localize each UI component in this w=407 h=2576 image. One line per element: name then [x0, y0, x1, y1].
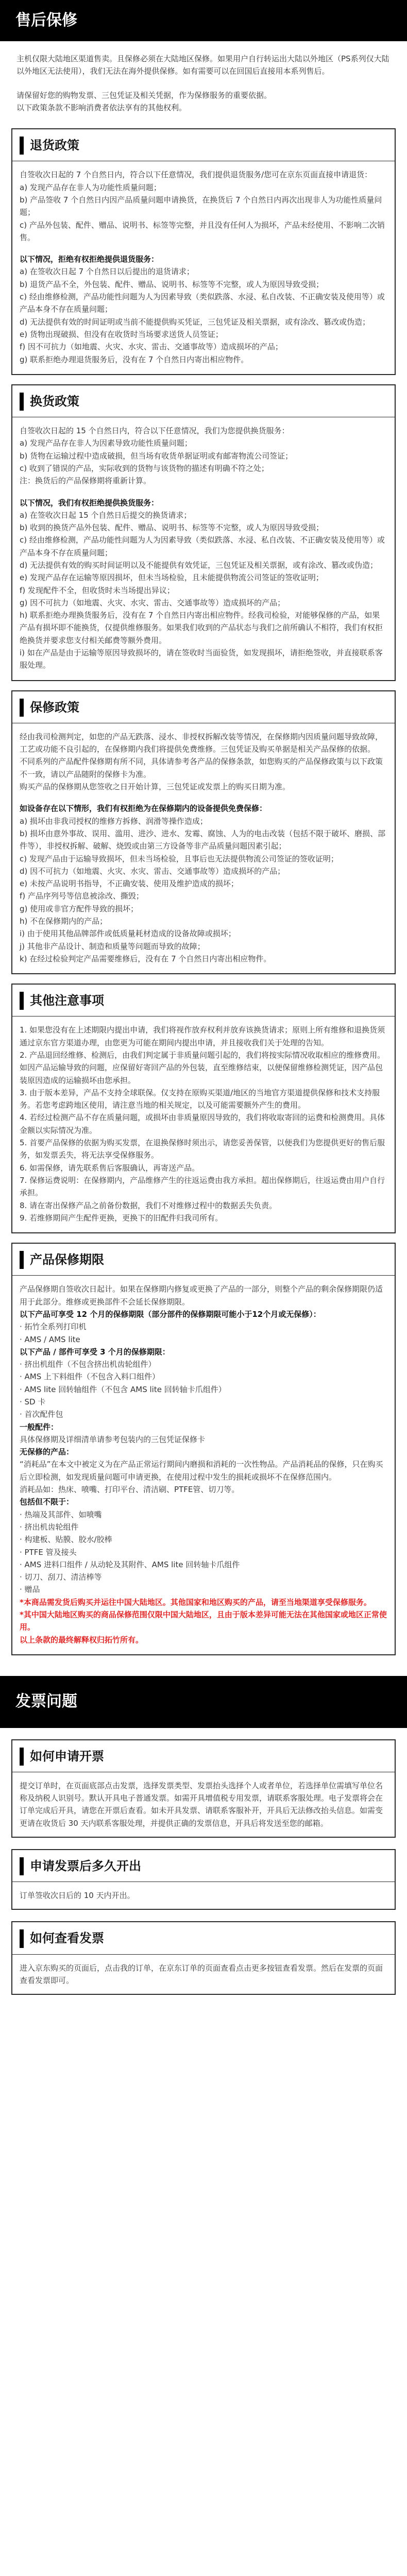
paragraph: 9. 若维修期间产生配件更换，更换下的旧配件归我司所有。	[20, 1213, 223, 1223]
invoice-title: 发票问题	[15, 1692, 77, 1710]
invoice-how-card	[11, 1739, 396, 1838]
paragraph: 产品保修期自签收次日起计。如果在保修期内修复或更换了产品的一部分，则整个产品的剩余保修期限仍适用于此部分。维修或更换部件不会延长保修期限。	[20, 1284, 383, 1307]
paragraph: i) 由于使用其他品牌部件或低质量耗材造成的设备故障或损坏；	[20, 929, 236, 939]
warranty-policy-card	[11, 690, 396, 975]
paragraph: 自签收次日起的 7 个自然日内，符合以下任意情况，我们提供退货服务/您可在京东页面直接申请退货：	[20, 170, 372, 180]
paragraph: i) 如在产品是由于运输等原因导致损坏的，请在签收时当面验货，如发现损坏，请拒绝签收，并直接联系客服处理。	[20, 648, 383, 670]
paragraph: 6. 如需保修，请先联系售后客服确认，再寄送产品。	[20, 1163, 200, 1173]
paragraph: 1. 如果您没有在上述期限内提出申请，我们将视作放弃权利并放弃该换货请求；原则上所有维修和退换货须通过京东官方渠道办理，由您更为可能在期间内提出申请，并且接收我们关于处理的告知。	[20, 1025, 385, 1047]
paragraph: a) 发现产品存在非人为功能性质量问题；	[20, 182, 161, 192]
invoice-when-title: 申请发票后多久开出	[20, 1857, 141, 1875]
paragraph: 以下情况，拒绝有权拒绝提供退货服务：	[20, 255, 159, 264]
paragraph: 不同系列的产品配件保修期有所不同，具体请参考各产品的保修条款，如您购买的产品保修政策与以下政策不一致，请以产品随附的保修卡为准。	[20, 757, 383, 779]
paragraph: h) 联系拒绝办理换货服务后，没有在 7 个自然日内寄出相应物件。经我司检验，对能够保修的产品，如果产品有损坏即不能换货，仅提供维修服务。如果我们收到的产品状态与我们之前所确认不相符，我们有权拒绝换货并要求您支付相关邮费等额外费用。	[20, 611, 383, 645]
paragraph: c) 经由维修检测，产品功能性问题为人为因素导致（类似跌落、水浸、私自改装、不正确安装及使用等）或产品本身不存在质量问题；	[20, 535, 385, 557]
paragraph: 以下情况，我们有权拒绝提供换货服务：	[20, 498, 159, 507]
paragraph: f) 因不可抗力（如地震、火灾、水灾、雷击、交通事故等）造成损坏的产品；	[20, 342, 283, 352]
paragraph: c) 经由维修检测，产品功能性问题为人为因素导致（类似跌落、水浸、私自改装、不正确安装及使用等）或产品本身不存在质量问题；	[20, 292, 385, 314]
paragraph: d) 无法提供有效的时间证明或当前不能提供购买凭证，三包凭证及相关票据，或有涂改、篡改或伪造；	[20, 317, 370, 327]
paragraph: j) 其他非产品设计、制造和质量等问题而导致的故障；	[20, 941, 205, 951]
invoice-when-body	[20, 1889, 387, 1902]
invoice-view-title: 如何查看发票	[20, 1929, 104, 1947]
paragraph: b) 产品签收 7 个自然日内因产品质量问题申请换货，在换货后 7 个自然日内再次出现非人为功能性质量问题；	[20, 195, 382, 217]
paragraph: *其中国大陆地区购买的商品保修范围仅限中国大陆地区，且由于版本差异可能无法在其他国家或地区正常使用。	[20, 1610, 387, 1632]
paragraph: · 挤出机组件（不包含挤出机齿轮组件）	[20, 1360, 156, 1369]
paragraph: c) 发现产品由于运输导致损坏，但未当场检验，且事后也无法提供物流公司签证的签收证明；	[20, 854, 338, 863]
invoice-how-title: 如何申请开票	[20, 1748, 104, 1766]
paragraph: g) 使用或非官方配件导致的损坏；	[20, 904, 139, 913]
paragraph: e) 未按产品说明书指导，不正确安装、使用及维护造成的损坏；	[20, 879, 239, 889]
paragraph: b) 货物在运输过程中造成破损，但当场有收货单据证明或有邮寄物流公司签证；	[20, 451, 293, 461]
paragraph: *本商品需发货后购买并运往中国大陆地区。其他国家和地区购买的产品，请至当地渠道享受保修服务。	[20, 1597, 371, 1607]
paragraph: a) 在签收次日起 7 个自然日以后提出的退货请求；	[20, 267, 194, 277]
paragraph: 以下产品可享受 12 个月的保修期限（部分部件的保修期限可能小于12个月或无保修）：	[20, 1309, 321, 1319]
paragraph: c) 产品外包装、配件、赠品、说明书、标签等完整，并且没有任何人为损坏，产品未经使用、不影响二次销售。	[20, 220, 385, 242]
invoice-how-body	[20, 1780, 387, 1829]
paragraph: b) 损坏由意外事故、误用、滥用、进沙、进水、发霉、腐蚀、人为的电击改装（包括不限于破坏、磨损、部件等），非授权拆解、破解、烧毁或由第三方设备等非产品质量问题因素引起；	[20, 828, 386, 851]
paragraph: e) 发现产品存在运输等原因损坏，但未当场检验，且未能提供物流公司签证的签收证明；	[20, 573, 324, 583]
warranty-period-body	[20, 1283, 387, 1646]
paragraph: 进入京东购买的页面后，点击我的订单，在京东订单的页面查看点击更多按钮查看发票。然后在发票的页面查看发票即可。	[20, 1963, 383, 1985]
paragraph: 订单签收次日后的 10 天内开出。	[20, 1891, 135, 1901]
paragraph: · 挤出机齿轮组件	[20, 1522, 79, 1532]
paragraph: · 热端及其部件、如喷嘴	[20, 1510, 102, 1519]
warranty-policy-body	[20, 731, 387, 965]
after-sales-title: 售后保修	[15, 11, 77, 29]
invoice-banner	[0, 1676, 407, 1728]
paragraph: 提交订单时，在页面底部点击发票，选择发票类型、发票抬头选择个人或者单位，若选择单位需填写单位名称及纳税人识别号。默认开具电子普通发票。如需开具增值税专用发票，请联系客服处理。电子发票将会在订单完成后开具，请您在开票后查看。如未开具发票、请联系客服补开，开具后无法修改抬头信息。如需变更请在收货后 30 天内联系客服处理，并提供正确的发票信息，开具后将发送至您的邮箱。	[20, 1781, 383, 1828]
paragraph: 包括但不限于：	[20, 1497, 74, 1507]
paragraph: · 拓竹全系列打印机	[20, 1322, 87, 1332]
spacer	[20, 244, 387, 253]
paragraph: 如设备存在以下情形，我们有权拒绝为在保修期内的设备提供免费保修：	[20, 804, 267, 814]
warranty-period-card	[11, 1243, 396, 1655]
warranty-policy-title: 保修政策	[20, 699, 79, 717]
divider	[12, 1954, 395, 1955]
exchange-policy-body	[20, 425, 387, 672]
paragraph: h) 不在保修期内的产品；	[20, 917, 108, 926]
paragraph: f) 发现配件不全，但收货时未当场提出异议；	[20, 585, 175, 595]
paragraph: 无保修的产品：	[20, 1447, 74, 1457]
return-policy-card	[11, 128, 396, 375]
paragraph: 7. 保修运费说明：在保修期内，产品维修产生的往返运费由我方承担。超出保修期后，往返运费由用户自行承担。	[20, 1175, 385, 1198]
paragraph: 8. 请在寄出保修产品之前备份数据，我们不对维修过程中的数据丢失负责。	[20, 1200, 277, 1210]
paragraph: d) 无法提供有效的购买时间证明以及不能提供有效凭证，三包凭证及相关票据，或有涂改、篡改或伪造；	[20, 560, 378, 570]
intro-line: 主机仅限大陆地区渠道售卖。且保修必须在大陆地区保修。如果用户自行转运出大陆以外地区（PS系列仅大陆以外地区无法使用），我们无法在海外提供保修。如有需要可以在回国后直接用本系列售后。	[16, 54, 389, 76]
paragraph: 2. 产品退回经维修、检测后，由我们判定属于非质量问题引起的，我们将按实际情况收取相应的维修费用。如因产品运输导致的问题，应保留好寄回产品的外包装，直至维修结束，以便保留维修检测凭证，因产品包装原因造成的运输损坏由您承担。	[20, 1050, 385, 1085]
paragraph: · 切刀、刮刀、清洁棒等	[20, 1572, 102, 1582]
paragraph: 3. 由于版本差异，产品不支持全球联保。仅支持在原购买渠道/地区的当地官方渠道提供保修和技术支持服务。若您考虑跨地区使用，请注意当地的相关规定，以及可能需要额外产生的费用。	[20, 1088, 380, 1110]
paragraph: 消耗品如：热床、喷嘴、打印平台、清洁刷、PTFE管、切刀等。	[20, 1485, 240, 1495]
divider	[12, 1275, 395, 1276]
return-policy-title: 退货政策	[20, 137, 79, 155]
paragraph: 注：换货后的产品保修期将重新计算。	[20, 476, 151, 486]
paragraph: a) 损坏由非我司授权的维修方拆修、润滑等操作造成；	[20, 816, 208, 826]
intro-line: 以下政策条款不影响消费者依法享有的其他权利。	[16, 103, 187, 112]
paragraph: “消耗品”在本文中被定义为在产品正常运行期间内磨损和消耗的一次性物品。产品消耗品的保修，只在购买后立即检测，如发现质量问题可申请更换，在使用过程中发生的损耗或损坏不在保修范围内。	[20, 1460, 383, 1482]
paragraph: d) 因不可抗力（如地震、火灾、水灾、雷击、交通事故等）造成损坏的产品；	[20, 866, 285, 876]
paragraph: b) 收到的换货产品外包装、配件、赠品、说明书、标签等不完整，或人为原因导致受损；	[20, 523, 324, 533]
paragraph: · 赠品	[20, 1585, 40, 1595]
invoice-view-card	[11, 1921, 396, 1995]
other-notes-title: 其他注意事项	[20, 992, 104, 1010]
invoice-view-body	[20, 1962, 387, 1987]
paragraph: · 首次配件包	[20, 1410, 63, 1419]
paragraph: · AMS 进料口组件 / 从动轮及其附件、AMS lite 回转轴卡爪组件	[20, 1560, 240, 1569]
paragraph: 4. 若经过检测产品不存在质量问题，或损坏由非质量原因导致的，我们将收取寄回的运费和检测费用。具体金额以实际情况为准。	[20, 1113, 385, 1135]
paragraph: 自签收次日起的 15 个自然日内，符合以下任意情况，我们为您提供换货服务：	[20, 426, 290, 436]
paragraph: 购买产品的保修期从您签收之日开始计算，三包凭证或发票上的购买日期为准。	[20, 782, 291, 792]
paragraph: 具体保修期及详细清单请参考包装内的三包凭证保修卡	[20, 1434, 206, 1444]
paragraph: e) 货物出现破损、但没有在收货时当场要求送货人员签证；	[20, 329, 223, 339]
paragraph: 经由我司检测判定，如您的产品无跌落、浸水、非授权拆解改装等情况，在保修期内因质量问题导致故障，工艺或功能不良引起的，在保修期内我们将提供免费维修。三包凭证及购买单据是相关产品保修的依据。	[20, 732, 383, 754]
paragraph: · AMS lite 回转轴组件（不包含 AMS lite 回转轴卡爪组件）	[20, 1384, 226, 1394]
warranty-period-title: 产品保修期限	[20, 1251, 104, 1269]
return-policy-body	[20, 168, 387, 365]
paragraph: c) 收到了错误的产品，实际收到的货物与该货物的描述有明确不符之处；	[20, 463, 269, 473]
invoice-when-card	[11, 1849, 396, 1910]
paragraph: a) 发现产品存在非人为因素导致功能性质量问题；	[20, 438, 192, 448]
paragraph: g) 联系拒绝办理退货服务后，没有在 7 个自然日内寄出相应物件。	[20, 354, 249, 364]
paragraph: b) 退货产品不全，外包装、配件、赠品、说明书、标签等不完整，或人为原因导致受损；	[20, 279, 324, 289]
intro-line: 请保留好您的购物发票、三包凭证及相关凭据，作为保修服务的重要依据。	[16, 90, 272, 100]
paragraph: · AMS / AMS lite	[20, 1334, 80, 1344]
paragraph: 以上条款的最终解释权归拓竹所有。	[20, 1635, 144, 1645]
exchange-policy-card	[11, 384, 396, 681]
other-notes-card	[11, 984, 396, 1233]
other-notes-body	[20, 1024, 387, 1224]
exchange-policy-title: 换货政策	[20, 393, 79, 411]
paragraph: · AMS 上下料组件（不包含入料口组件）	[20, 1372, 160, 1382]
paragraph: 一般配件：	[20, 1422, 59, 1432]
after-sales-banner	[0, 0, 407, 41]
paragraph: g) 因不可抗力（如地震、火灾、水灾、雷击、交通事故等）造成损坏的产品；	[20, 598, 285, 607]
paragraph: k) 在经过检验判定产品需要维修后，没有在 7 个自然日内寄出相应物件。	[20, 954, 272, 963]
after-sales-intro	[0, 41, 407, 119]
paragraph: 以下产品 / 部件可享受 3 个月的保修期限：	[20, 1347, 170, 1357]
paragraph: a) 在签收次日起 15 个自然日后提交的换货请求；	[20, 510, 192, 520]
paragraph: 5. 首要产品保修的依据为购买发票，在退换保修时须出示，请您妥善保管，以便我们为您提供更好的售后服务，如发票丢失，将无法享受保修服务。	[20, 1138, 385, 1160]
paragraph: · 构建板、贴膜、胶水/胶棒	[20, 1535, 112, 1545]
spacer	[20, 487, 387, 497]
paragraph: · SD 卡	[20, 1397, 46, 1406]
spacer	[20, 793, 387, 802]
paragraph: f) 产品序列号等信息被涂改、撕毁；	[20, 891, 144, 901]
paragraph: · PTFE 管及接头	[20, 1547, 77, 1557]
